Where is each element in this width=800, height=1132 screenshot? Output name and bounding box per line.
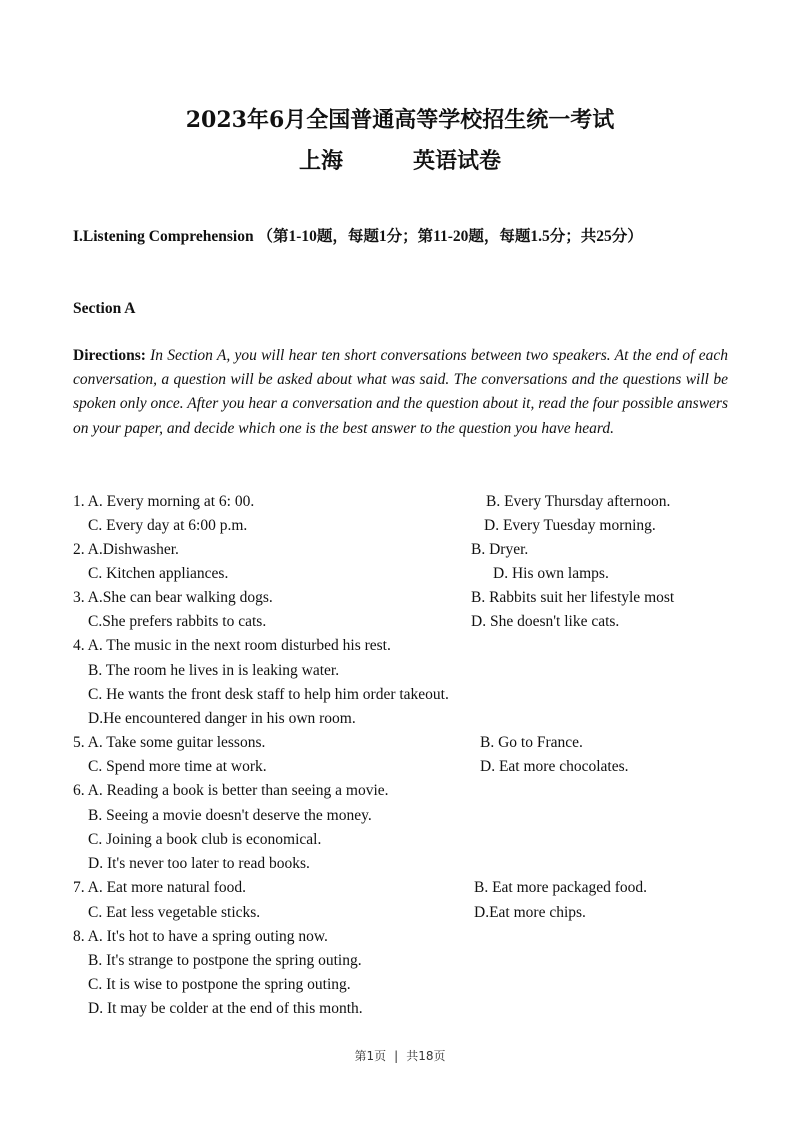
- q6-option-b: B. Seeing a movie doesn't deserve the money.: [88, 807, 372, 824]
- q8-option-d: D. It may be colder at the end of this month.: [88, 1000, 363, 1017]
- page-total: 共18页: [406, 1049, 446, 1063]
- q2-option-a: 2. A.Dishwasher.: [73, 541, 179, 558]
- directions-text: In Section A, you will hear ten short conversations between two speakers. At the end of each conversation, a question will be asked about what was said. The conversations and the questions will be spoken only once. After you hear a conversation and the question about it, read the four possible answers on your paper, and decide which one is the best answer to the question you have heard.: [73, 347, 728, 437]
- q5-option-d: D. Eat more chocolates.: [480, 758, 629, 775]
- page-current: 第1页: [354, 1049, 387, 1063]
- q8-option-a: 8. A. It's hot to have a spring outing now.: [73, 928, 328, 945]
- q7-option-a: 7. A. Eat more natural food.: [73, 879, 247, 896]
- q6-option-d: D. It's never too later to read books.: [88, 855, 310, 872]
- q4-option-d: D.He encountered danger in his own room.: [88, 710, 356, 727]
- q5-option-c: C. Spend more time at work.: [88, 758, 267, 775]
- q8-option-b: B. It's strange to postpone the spring outing.: [88, 952, 362, 969]
- q3-option-a: 3. A.She can bear walking dogs.: [73, 589, 273, 606]
- q2-option-b: B. Dryer.: [471, 541, 529, 558]
- q6-option-a: 6. A. Reading a book is better than seeing a movie.: [73, 782, 389, 799]
- q1-option-c: C. Every day at 6:00 p.m.: [88, 517, 248, 534]
- q7-option-d: D.Eat more chips.: [474, 904, 586, 921]
- exam-subtitle: [0, 146, 800, 176]
- directions-label: Directions:: [73, 347, 146, 364]
- subtitle-subject: 英语试卷: [413, 148, 502, 174]
- q1-option-a: 1. A. Every morning at 6: 00.: [73, 493, 255, 510]
- directions-paragraph: [73, 344, 728, 441]
- part1-heading: I.Listening Comprehension （第1-10题，每题1分；第11-20题，每题1.5分；共25分）: [73, 228, 643, 245]
- q7-option-b: B. Eat more packaged food.: [474, 879, 648, 896]
- q3-option-d: D. She doesn't like cats.: [471, 613, 620, 630]
- q6-option-c: C. Joining a book club is economical.: [88, 831, 322, 848]
- q7-option-c: C. Eat less vegetable sticks.: [88, 904, 261, 921]
- exam-title: 2023年6月全国普通高等学校招生统一考试: [185, 107, 615, 133]
- subtitle-region: 上海: [298, 148, 343, 174]
- q2-option-d: D. His own lamps.: [493, 565, 609, 582]
- page-footer: [0, 1047, 800, 1064]
- q3-option-b: B. Rabbits suit her lifestyle most: [471, 589, 675, 606]
- q4-option-b: B. The room he lives in is leaking water.: [88, 662, 340, 679]
- q1-option-b: B. Every Thursday afternoon.: [486, 493, 671, 510]
- q4-option-c: C. He wants the front desk staff to help him order takeout.: [88, 686, 449, 703]
- q5-option-a: 5. A. Take some guitar lessons.: [73, 734, 266, 751]
- q4-option-a: 4. A. The music in the next room disturbed his rest.: [73, 637, 391, 654]
- q5-option-b: B. Go to France.: [480, 734, 583, 751]
- q8-option-c: C. It is wise to postpone the spring outing.: [88, 976, 351, 993]
- q2-option-c: C. Kitchen appliances.: [88, 565, 229, 582]
- section-a-heading: Section A: [73, 300, 136, 317]
- q3-option-c: C.She prefers rabbits to cats.: [88, 613, 267, 630]
- page-separator: |: [394, 1049, 399, 1063]
- q1-option-d: D. Every Tuesday morning.: [484, 517, 656, 534]
